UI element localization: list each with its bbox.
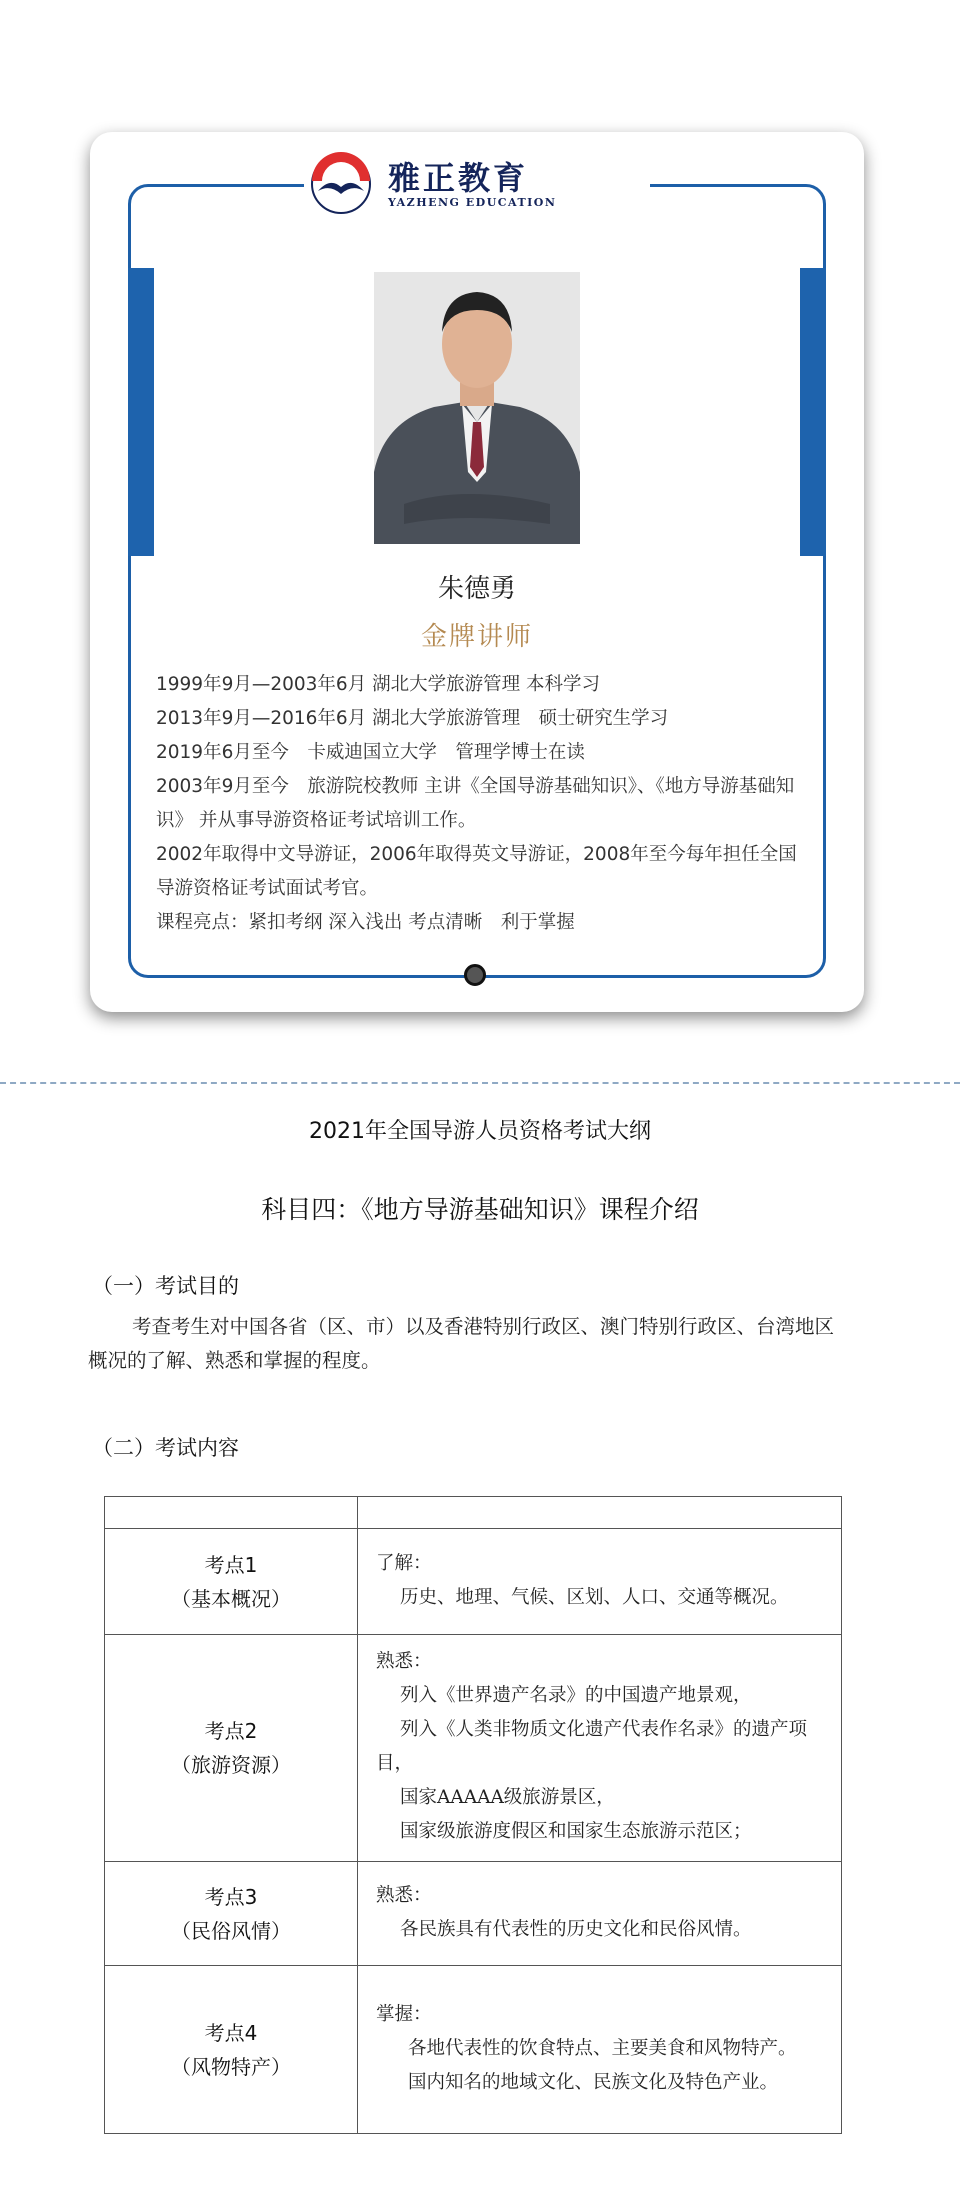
level-label: 掌握： bbox=[376, 2003, 432, 2025]
teacher-bio bbox=[156, 668, 804, 940]
level-label: 熟悉： bbox=[376, 1651, 432, 1672]
point-topic: （旅游资源） bbox=[171, 1753, 291, 1777]
point-label: 考点4 bbox=[204, 2020, 258, 2045]
content-item: 国家AAAAA级旅游景区， bbox=[400, 1787, 615, 1808]
table-row bbox=[105, 1862, 842, 1966]
content-item: 历史、地理、气候、区划、人口、交通等概况。 bbox=[400, 1586, 789, 1608]
point-topic: （民俗风情） bbox=[171, 1918, 291, 1943]
card-pin-dot bbox=[464, 964, 486, 986]
exam-content-table bbox=[104, 1496, 842, 2134]
bio-line: 2003年9月至今 旅游院校教师 主讲《全国导游基础知识》、《地方导游基础知识》 并从事导游资格证考试培训工作。 bbox=[156, 776, 795, 831]
content-item: 国内知名的地域文化、民族文化及特色产业。 bbox=[408, 2071, 779, 2093]
level-label: 了解： bbox=[376, 1552, 432, 1574]
point-topic: （风物特产） bbox=[171, 2054, 291, 2079]
logo-emblem-icon bbox=[304, 151, 378, 217]
teacher-photo bbox=[374, 272, 580, 544]
bio-line: 2013年9月—2016年6月 湖北大学旅游管理 硕士研究生学习 bbox=[156, 708, 669, 729]
point-topic: （基本概况） bbox=[171, 1586, 291, 1611]
left-accent-bar bbox=[128, 268, 154, 556]
table-row bbox=[105, 1635, 842, 1862]
bio-line: 2019年6月至今 卡威迪国立大学 管理学博士在读 bbox=[156, 742, 585, 763]
content-item: 列入《世界遗产名录》的中国遗产地景观， bbox=[400, 1685, 752, 1706]
content-item: 各民族具有代表性的历史文化和民俗风情。 bbox=[400, 1918, 752, 1940]
teacher-title: 金牌讲师 bbox=[420, 622, 533, 652]
teacher-name: 朱德勇 bbox=[437, 574, 516, 604]
point-label: 考点2 bbox=[204, 1719, 258, 1743]
bio-line: 2002年取得中文导游证，2006年取得英文导游证，2008年至今每年担任全国导游资格证考试面试考官。 bbox=[156, 844, 797, 899]
bio-line: 课程亮点：紧扣考纲 深入浅出 考点清晰 利于掌握 bbox=[156, 912, 575, 933]
section-exam-purpose-text: 考查考生对中国各省（区、市）以及香港特别行政区、澳门特别行政区、台湾地区概况的了解、熟悉和掌握的程度。 bbox=[88, 1315, 835, 1372]
brand-logo bbox=[304, 150, 650, 218]
content-item: 国家级旅游度假区和国家生态旅游示范区； bbox=[400, 1821, 752, 1842]
dashed-divider bbox=[0, 1082, 960, 1084]
section-exam-purpose-title: （一）考试目的 bbox=[92, 1274, 239, 1298]
point-label: 考点3 bbox=[204, 1884, 258, 1909]
logo-english-name: YAZHENG EDUCATION bbox=[388, 195, 557, 209]
logo-chinese-name: 雅正教育 bbox=[388, 158, 529, 197]
content-item: 列入《人类非物质文化遗产代表作名录》的遗产项目， bbox=[376, 1719, 808, 1774]
point-label: 考点1 bbox=[204, 1552, 258, 1577]
outline-heading: 2021年全国导游人员资格考试大纲 bbox=[309, 1119, 651, 1144]
bio-line: 1999年9月—2003年6月 湖北大学旅游管理 本科学习 bbox=[156, 674, 600, 695]
right-accent-bar bbox=[800, 268, 826, 556]
table-row bbox=[105, 1966, 842, 2134]
table-row bbox=[105, 1529, 842, 1635]
level-label: 熟悉： bbox=[376, 1884, 432, 1906]
teacher-card bbox=[90, 132, 864, 1012]
course-subheading: 科目四：《地方导游基础知识》课程介绍 bbox=[261, 1195, 699, 1224]
section-exam-content-title: （二）考试内容 bbox=[92, 1436, 239, 1460]
table-header-row bbox=[105, 1497, 842, 1529]
content-item: 各地代表性的饮食特点、主要美食和风物特产。 bbox=[408, 2037, 797, 2059]
